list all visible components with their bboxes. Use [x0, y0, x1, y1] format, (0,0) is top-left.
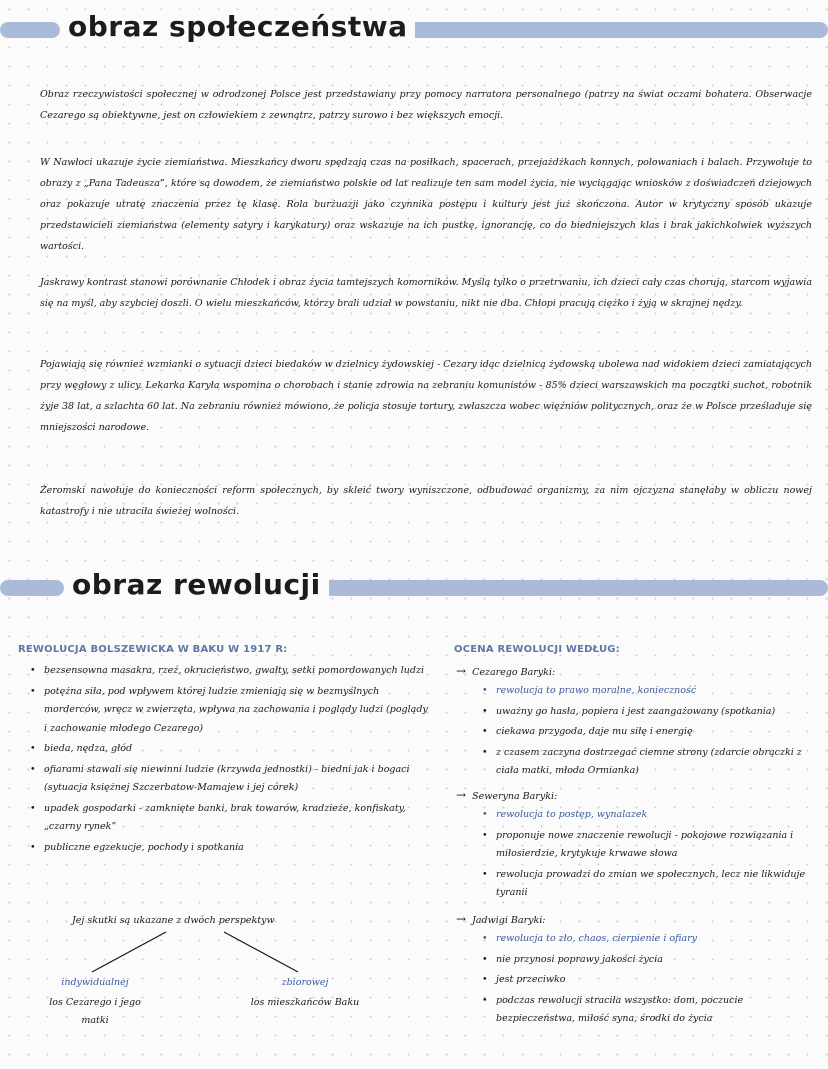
arrow-right-icon: → [456, 912, 467, 926]
list-item: • bieda, nędza, głód [30, 740, 430, 759]
collective-perspective-text: los mieszkańców Baku [250, 997, 360, 1008]
arrow-right-icon: → [456, 788, 467, 802]
evaluation-cezary-heading: → Cezarego Baryki: [456, 664, 556, 678]
individual-perspective-text: los Cezarego i jego matki [49, 997, 141, 1026]
paragraph-4: Pojawiają się również wzmianki o sytuacji dzieci biedaków w dzielnicy żydowskiej - Cezary idąc dzielnicą żydowską ubolewa nad widokiem dzieci zamiatających przy węgłowy z ulicy. Lekarka Karyła wspomina o chorobach i stanie zdrowia na zebraniu komunistów - 85% dzieci warszawskich ma początki suchot, robotnik żyje 38 lat, a szlachta 60 lat. Na zebraniu również mówiono, że policja stosuje tortury, zwłaszcza wobec więźniów politycznych, oraz że w Polsce prześladuje się mniejszości narodowe. [40, 359, 812, 433]
evaluation-cezary-list [482, 682, 814, 783]
arrow-right-icon: → [456, 664, 467, 678]
list-item: • z czasem zaczyna dostrzegać ciemne strony (zdarcie obrączki z ciała matki, młoda Ormianka) [482, 744, 814, 781]
bolshevik-revolution-list [30, 662, 430, 859]
evaluation-seweryn-list [482, 806, 814, 905]
list-item: • bezsensowna masakra, rzeź, okrucieństwo, gwałty, setki pomordowanych ludzi [30, 662, 430, 681]
heading-bar-right-2 [256, 580, 828, 596]
left-column-title: REWOLUCJA BOLSZEWICKA W BAKU W 1917 R: [18, 644, 288, 655]
paragraph-2: W Nawłoci ukazuje życie ziemiaństwa. Mieszkańcy dworu spędzają czas na posiłkach, spacerach, przejażdżkach konnych, polowaniach i balach. Przywołuje to obrazy z „Pana Tadeusza”, które są dowodem, że ziemiaństwo polskie od lat realizuje ten sam model życia, nie wyciągając wniosków z doświadczeń dziejowych oraz pokazuje utratę znaczenia przez tę klasę. Rola burżuazji jako czynnika postępu i kultury jest już skończona. Autor w krytyczny sposób ukazuje przedstawicieli ziemiaństwa (elementy satyry i karykatury) oraz wskazuje na ich pustkę, ignorancję, co do biedniejszych klas i brak jakichkolwiek wyższych wartości. [40, 157, 812, 252]
collective-perspective-label: zbiorowej [281, 977, 329, 988]
list-item: • upadek gospodarki - zamknięte banki, brak towarów, kradzieże, konfiskaty, „czarny rynek” [30, 800, 430, 837]
heading-bar-left-2 [0, 580, 64, 596]
section-heading-revolution: obraz rewolucji [64, 568, 329, 602]
list-item: • rewolucja to postęp, wynalazek [482, 806, 814, 825]
list-item: • potężna siła, pod wpływem której ludzie zmieniają się w bezmyślnych morderców, wręcz w zwierzęta, wpływa na zachowania i poglądy ludzi (poglądy i zachowanie młodego Cezarego) [30, 683, 430, 739]
list-item: • ofiarami stawali się niewinni ludzie (krzywda jednostki) - biedni jak i bogaci (sytuacja księżnej Szczerbatow-Mamajew i jej córek) [30, 761, 430, 798]
section-heading-society: obraz społeczeństwa [60, 10, 415, 44]
list-item: • proponuje nowe znaczenie rewolucji - pokojowe rozwiązania i miłosierdzie, krytykuje krwawe słowa [482, 827, 814, 864]
heading-bar-left [0, 22, 60, 38]
right-column-title: OCENA REWOLUCJI WEDŁUG: [454, 644, 620, 655]
list-item: • podczas rewolucji straciła wszystko: dom, poczucie bezpieczeństwa, miłość syna, środki do życia [482, 992, 814, 1029]
list-item: • jest przeciwko [482, 971, 814, 990]
list-item: • rewolucja prowadzi do zmian we społecznych, lecz nie likwiduje tyranii [482, 866, 814, 903]
list-item: • publiczne egzekucje, pochody i spotkania [30, 839, 430, 858]
paragraph-1: Obraz rzeczywistości społecznej w odrodzonej Polsce jest przedstawiany przy pomocy narratora personalnego (patrzy na świat oczami bohatera. Obserwacje Cezarego są obiektywne, jest on człowiekiem z zewnątrz, patrzy surowo i bez większych emocji. [40, 89, 812, 121]
evaluation-jadwiga-heading: → Jadwigi Baryki: [456, 912, 546, 926]
individual-perspective-label: indywidualnej [61, 977, 129, 988]
paragraph-5: Żeromski nawołuje do konieczności reform społecznych, by skleić twory wyniszczone, odbudować organizmy, za nim ojczyzna stanęłaby w obliczu nowej katastrofy i nie utraciła świeżej wolności. [40, 485, 812, 517]
list-item: • rewolucja to zło, chaos, cierpienie i ofiary [482, 930, 814, 949]
list-item: • nie przynosi poprawy jakości życia [482, 951, 814, 970]
paragraph-3: Jaskrawy kontrast stanowi porównanie Chłodek i obraz życia tamtejszych komorników. Myślą tylko o przetrwaniu, ich dzieci cały czas chorują, starcom wyjawia się na myśl, aby szybciej doszli. O wielu mieszkańców, którzy brali udział w powstaniu, nikt nie dba. Chłopi pracują ciężko i żyją w skrajnej nędzy. [40, 277, 812, 309]
list-item: • rewolucja to prawo moralne, konieczność [482, 682, 814, 701]
list-item: • uważny go hasła, popiera i jest zaangażowany (spotkania) [482, 703, 814, 722]
list-item: • ciekawa przygoda, daje mu siłę i energię [482, 723, 814, 742]
evaluation-jadwiga-list [482, 930, 814, 1031]
effects-caption: Jej skutki są ukazane z dwóch perspektyw [72, 915, 275, 926]
evaluation-seweryn-heading: → Seweryna Baryki: [456, 788, 558, 802]
